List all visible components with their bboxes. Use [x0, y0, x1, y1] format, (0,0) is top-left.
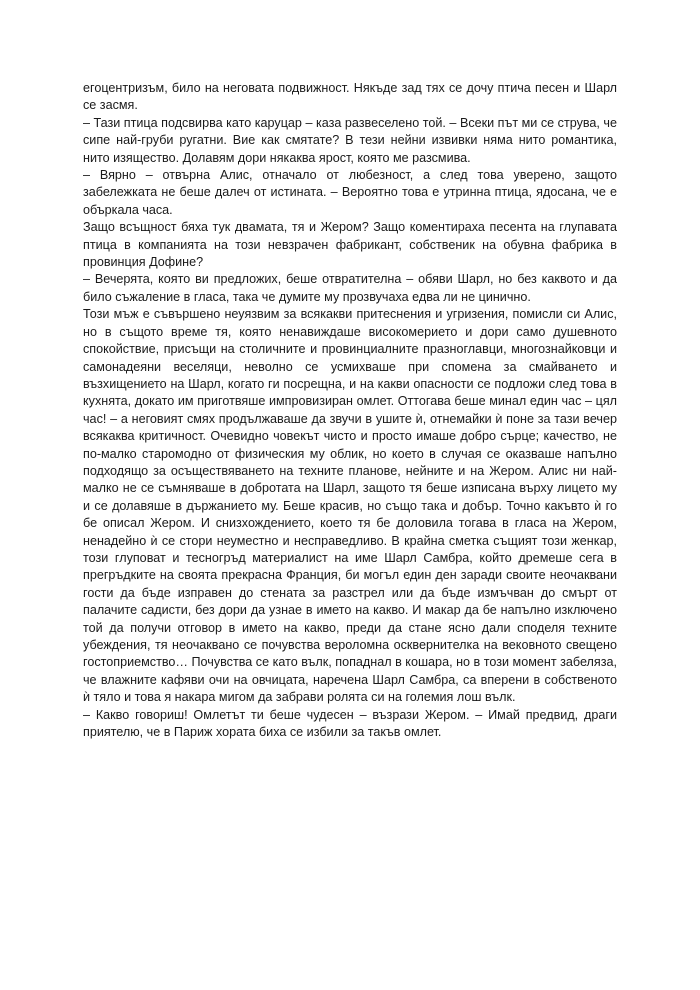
paragraph: – Тази птица подсвирва като каруцар – каза развеселено той. – Всеки път ми се струва, че сипе най-груби ругатни. Вие как смятате? В тези нейни извивки няма нито романтика, нито изящество. Долавям дори някаква ярост, която ме разсмива. [83, 115, 617, 165]
paragraph: Този мъж е съвършено неуязвим за всякакви притеснения и угризения, помисли си Алис, но в същото време тя, която ненавиждаше високомерието и дори само душевното спокойствие, присъщи на столичните и провинциалните празноглавци, многознайковци и самонадеяни веселяци, неволно се усмихваше при спомена за смайването и възхищението на Шарл, когато ги посрещна, и на какви опасности се подложи след това в кухнята, докато им приготвяше импровизиран омлет. Оттогава беше минал един час – цял час! – а неговият смях продължаваше да звучи в ушите ѝ, отнемайки ѝ поне за тази вечер всякаква критичност. Очевидно човекът чисто и просто имаше добро сърце; качество, не по-малко старомодно от физическия му облик, но което в случая се оказваше напълно подходящо за осъществяването на техните планове, нейните и на Жером. Алис ни най-малко не се съмняваше в добротата на Шарл, защото тя беше изписана върху лицето му и се долавяше в държанието му. Беше красив, но също така и добър. Точно какъвто ѝ го бе описал Жером. И снизхождението, което тя бе доловила тогава в гласа на Жером, ненадейно ѝ се стори неуместно и несправедливо. В крайна сметка същият този женкар, този глуповат и тесногръд материалист на име Шарл Самбра, който дремеше сега в прегръдките на своята прекрасна Франция, би могъл един ден заради своите неочаквани гости да бъде изправен до стената за разстрел или да бъде измъчван до смърт от палачите садисти, без дори да узнае в името на какво. И макар да бе напълно изключено той да получи отговор в името на какво, преди да стане ясно дали споделя техните убеждения, тя неочаквано се почувства вероломна осквернителка на вековното свещено гостоприемство… Почувства се като вълк, попаднал в кошара, но в този момент забеляза, че влажните кафяви очи на овчицата, наречена Шарл Самбра, са вперени в собственото ѝ тяло и това я накара мигом да забрави ролята си на големия лош вълк. [83, 307, 617, 705]
paragraph: – Какво говориш! Омлетът ти беше чудесен – възрази Жером. – Имай предвид, драги приятелю, че в Париж хората биха се избили за такъв омлет. [83, 707, 617, 740]
paragraph: егоцентризъм, било на неговата подвижност. Някъде зад тях се дочу птича песен и Шарл се засмя. [83, 81, 617, 113]
document-page [83, 80, 617, 741]
paragraph: – Вечерята, която ви предложих, беше отвратителна – обяви Шарл, но без каквото и да било съжаление в гласа, така че думите му прозвучаха едва ли не цинично. [83, 272, 617, 304]
paragraph: Защо всъщност бяха тук двамата, тя и Жером? Защо коментираха песента на глупавата птица в компанията на този невзрачен фабрикант, собственик на обувна фабрика в провинция Дофине? [83, 220, 617, 270]
paragraph: – Вярно – отвърна Алис, отначало от любезност, а след това уверено, защото забележката не беше далеч от истината. – Вероятно това е утринна птица, ядосана, че е объркала часа. [83, 168, 617, 217]
